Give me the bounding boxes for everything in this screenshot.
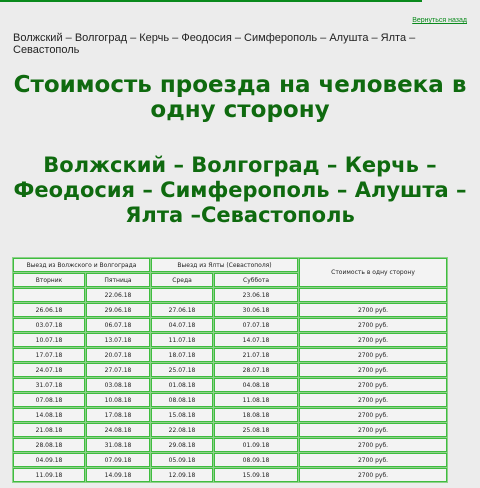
table-cell: 14.08.18 [13, 408, 85, 422]
table-cell: 2700 руб. [299, 348, 447, 362]
table-cell: 25.08.18 [214, 423, 298, 437]
header-saturday: Суббота [214, 273, 298, 287]
table-cell: 24.08.18 [86, 423, 150, 437]
table-cell [13, 288, 85, 302]
header-friday: Пятница [86, 273, 150, 287]
table-cell: 04.09.18 [13, 453, 85, 467]
table-cell: 2700 руб. [299, 438, 447, 452]
table-cell: 31.08.18 [86, 438, 150, 452]
table-cell: 03.07.18 [13, 318, 85, 332]
table-cell [151, 288, 213, 302]
table-cell: 30.06.18 [214, 303, 298, 317]
table-cell: 21.07.18 [214, 348, 298, 362]
top-divider [0, 0, 422, 2]
table-row [13, 438, 447, 452]
table-cell: 17.08.18 [86, 408, 150, 422]
table-cell: 11.07.18 [151, 333, 213, 347]
table-cell: 24.07.18 [13, 363, 85, 377]
table-cell: 28.08.18 [13, 438, 85, 452]
table-cell: 06.07.18 [86, 318, 150, 332]
table-cell: 2700 руб. [299, 303, 447, 317]
table-cell: 15.08.18 [151, 408, 213, 422]
table-cell: 22.06.18 [86, 288, 150, 302]
header-price: Стоимость в одну сторону [299, 258, 447, 287]
table-group-header-row [13, 258, 447, 272]
table-cell: 04.07.18 [151, 318, 213, 332]
table-cell: 27.06.18 [151, 303, 213, 317]
table-row [13, 363, 447, 377]
table-cell: 07.09.18 [86, 453, 150, 467]
table-row [13, 423, 447, 437]
table-cell: 14.09.18 [86, 468, 150, 482]
header-tuesday: Вторник [13, 273, 85, 287]
route-description: Волжский – Волгоград – Керчь – Феодосия – Симферополь – Алушта – Ялта – Севастополь [13, 32, 416, 56]
table-cell: 01.09.18 [214, 438, 298, 452]
table-cell: 2700 руб. [299, 378, 447, 392]
table-cell: 2700 руб. [299, 408, 447, 422]
table-cell: 25.07.18 [151, 363, 213, 377]
table-cell: 18.07.18 [151, 348, 213, 362]
table-cell: 2700 руб. [299, 363, 447, 377]
table-row [13, 318, 447, 332]
table-cell [299, 288, 447, 302]
table-cell: 2700 руб. [299, 453, 447, 467]
route-heading: Волжский – Волгоград – Керчь – Феодосия – Симферополь – Алушта – Ялта –Севастополь [13, 153, 467, 227]
table-cell: 2700 руб. [299, 318, 447, 332]
table-row [13, 468, 447, 482]
header-from-yalta: Выезд из Ялты (Севастополя) [151, 258, 298, 272]
header-wednesday: Среда [151, 273, 213, 287]
table-row [13, 303, 447, 317]
header-from-volzhsky: Выезд из Волжского и Волгограда [13, 258, 150, 272]
table-cell: 26.06.18 [13, 303, 85, 317]
table-row [13, 288, 447, 302]
table-cell: 10.08.18 [86, 393, 150, 407]
table-cell: 27.07.18 [86, 363, 150, 377]
table-cell: 14.07.18 [214, 333, 298, 347]
table-row [13, 393, 447, 407]
table-cell: 13.07.18 [86, 333, 150, 347]
table-cell: 08.09.18 [214, 453, 298, 467]
table-cell: 22.08.18 [151, 423, 213, 437]
table-cell: 12.09.18 [151, 468, 213, 482]
page-title: Стоимость проезда на человека в одну сторону [13, 72, 467, 123]
table-row [13, 453, 447, 467]
table-cell: 2700 руб. [299, 468, 447, 482]
table-row [13, 408, 447, 422]
table-cell: 21.08.18 [13, 423, 85, 437]
table-cell: 11.08.18 [214, 393, 298, 407]
table-cell: 08.08.18 [151, 393, 213, 407]
table-cell: 2700 руб. [299, 423, 447, 437]
schedule-table [12, 257, 448, 483]
table-cell: 07.08.18 [13, 393, 85, 407]
table-row [13, 378, 447, 392]
table-cell: 01.08.18 [151, 378, 213, 392]
table-cell: 20.07.18 [86, 348, 150, 362]
table-row [13, 348, 447, 362]
table-cell: 17.07.18 [13, 348, 85, 362]
table-cell: 23.06.18 [214, 288, 298, 302]
table-cell: 11.09.18 [13, 468, 85, 482]
table-cell: 04.08.18 [214, 378, 298, 392]
schedule-table-wrapper [12, 257, 446, 483]
table-row [13, 333, 447, 347]
table-cell: 29.08.18 [151, 438, 213, 452]
table-cell: 10.07.18 [13, 333, 85, 347]
table-cell: 07.07.18 [214, 318, 298, 332]
back-link[interactable]: Вернуться назад [412, 17, 467, 24]
table-cell: 05.09.18 [151, 453, 213, 467]
table-cell: 03.08.18 [86, 378, 150, 392]
table-cell: 28.07.18 [214, 363, 298, 377]
table-cell: 2700 руб. [299, 393, 447, 407]
table-cell: 31.07.18 [13, 378, 85, 392]
table-cell: 29.06.18 [86, 303, 150, 317]
table-cell: 2700 руб. [299, 333, 447, 347]
table-cell: 18.08.18 [214, 408, 298, 422]
table-cell: 15.09.18 [214, 468, 298, 482]
